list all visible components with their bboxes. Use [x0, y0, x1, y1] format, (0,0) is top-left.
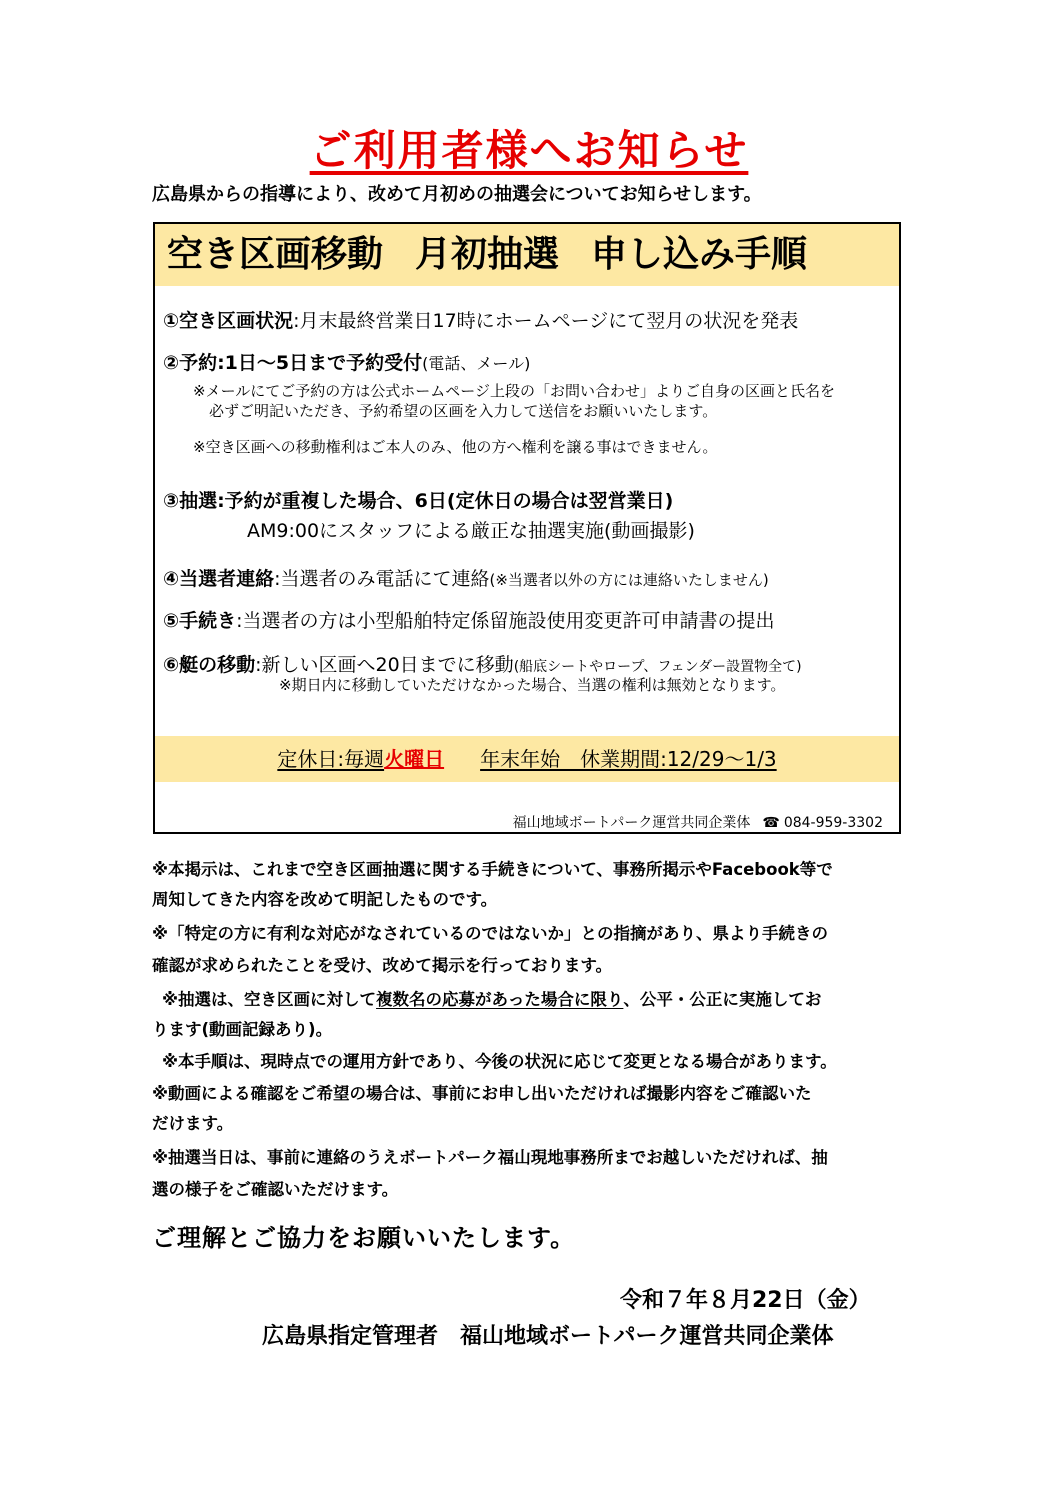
- phone-icon: ☎: [762, 815, 780, 831]
- step-5-text: :当選者の方は小型船舶特定係留施設使用変更許可申請書の提出: [236, 610, 775, 632]
- step-3-label: ③抽選:予約が重複した場合、6日(定休日の場合は翌営業日): [163, 490, 674, 512]
- step-3: [163, 486, 673, 513]
- step-6-note-2: ※期日内に移動していただけなかった場合、当選の権利は無効となります。: [279, 676, 786, 694]
- step-5: [163, 606, 775, 633]
- step-2-note-2: 必ずご明記いただき、予約希望の区画を入力して送信をお願いいたします。: [209, 402, 718, 420]
- paragraph-line-8: ※動画による確認をご希望の場合は、事前にお申し出いただければ撮影内容をご確認いた: [152, 1084, 812, 1103]
- contact-line: [513, 812, 883, 832]
- paragraph-line-10: ※抽選当日は、事前に連絡のうえボートパーク福山現地事務所までお越しいただければ、抽: [152, 1148, 828, 1167]
- lottery-emphasis: 複数名の応募があった場合に限り: [376, 990, 624, 1009]
- paragraph-line-2: 周知してきた内容を改めて明記したものです。: [152, 890, 498, 909]
- paragraph-line-9: だけます。: [152, 1114, 234, 1133]
- step-6-note: (船底シートやロープ、フェンダー設置物全て): [513, 659, 802, 675]
- closing-message: ご理解とご協力をお願いいたします。: [152, 1224, 576, 1252]
- step-1: [163, 306, 798, 333]
- intro-text: 広島県からの指導により、改めて月初めの抽選会についてお知らせします。: [152, 184, 762, 205]
- step-4-label: ④当選者連絡: [163, 568, 275, 590]
- header-part-3: 申し込み手順: [591, 234, 808, 275]
- business-hours-band: [155, 736, 899, 782]
- header-part-2: 月初抽選: [415, 234, 560, 275]
- paragraph-line-6: ります(動画記録あり)。: [152, 1020, 333, 1039]
- paragraph-line-7: ※本手順は、現時点での運用方針であり、今後の状況に応じて変更となる場合があります。: [162, 1052, 837, 1071]
- lottery-text-b: 、公平・公正に実施してお: [623, 990, 822, 1009]
- step-4: [163, 564, 769, 591]
- step-2-text: (電話、メール): [422, 354, 531, 373]
- step-2: [163, 348, 530, 375]
- signature: 広島県指定管理者 福山地域ボートパーク運営共同企業体: [262, 1324, 834, 1349]
- step-6-label: ⑥艇の移動: [163, 654, 256, 676]
- procedure-header: [155, 224, 899, 286]
- step-4-text: :当選者のみ電話にて連絡: [274, 568, 490, 590]
- step-2-note-1: ※メールにてご予約の方は公式ホームページ上段の「お問い合わせ」よりご自身の区画と氏名を: [193, 382, 835, 400]
- contact-org: 福山地域ボートパーク運営共同企業体: [512, 815, 751, 831]
- procedure-box: [153, 222, 901, 834]
- notice-date: 令和７年８月22日（金）: [620, 1288, 871, 1313]
- paragraph-line-4: 確認が求められたことを受け、改めて掲示を行っております。: [152, 956, 613, 975]
- paragraph-line-11: 選の様子をご確認いただけます。: [152, 1180, 399, 1199]
- paragraph-line-5: [162, 986, 821, 1010]
- paragraph-line-3: ※「特定の方に有利な対応がなされているのではないか」との指摘があり、県より手続きの: [152, 924, 829, 943]
- step-6: [163, 650, 802, 677]
- step-2-label: ②予約:1日～5日まで予約受付: [163, 352, 423, 374]
- step-6-text: :新しい区画へ20日までに移動: [255, 654, 514, 676]
- step-1-label: ①空き区画状況: [163, 310, 294, 332]
- step-5-label: ⑤手続き: [163, 610, 237, 632]
- page-title: ご利用者様へお知らせ: [309, 126, 749, 175]
- header-part-1: 空き区画移動: [167, 234, 384, 275]
- step-1-text: :月末最終営業日17時にホームページにて翌月の状況を発表: [293, 310, 799, 332]
- holiday-day: 火曜日: [384, 747, 445, 771]
- step-4-note: (※当選者以外の方には連絡いたしません): [489, 571, 769, 589]
- step-2-note-3: ※空き区画への移動権利はご本人のみ、他の方へ権利を譲る事はできません。: [193, 438, 718, 456]
- step-3-detail: AM9:00にスタッフによる厳正な抽選実施(動画撮影): [247, 520, 695, 542]
- paragraph-line-1: ※本掲示は、これまで空き区画抽選に関する手続きについて、事務所掲示やFacebook等で: [152, 860, 833, 879]
- lottery-text-a: ※抽選は、空き区画に対して: [162, 990, 377, 1009]
- holiday-prefix: 定休日:毎週: [277, 747, 385, 771]
- contact-phone: 084-959-3302: [783, 815, 883, 831]
- year-end-closure: 年末年始 休業期間:12/29～1/3: [480, 747, 777, 771]
